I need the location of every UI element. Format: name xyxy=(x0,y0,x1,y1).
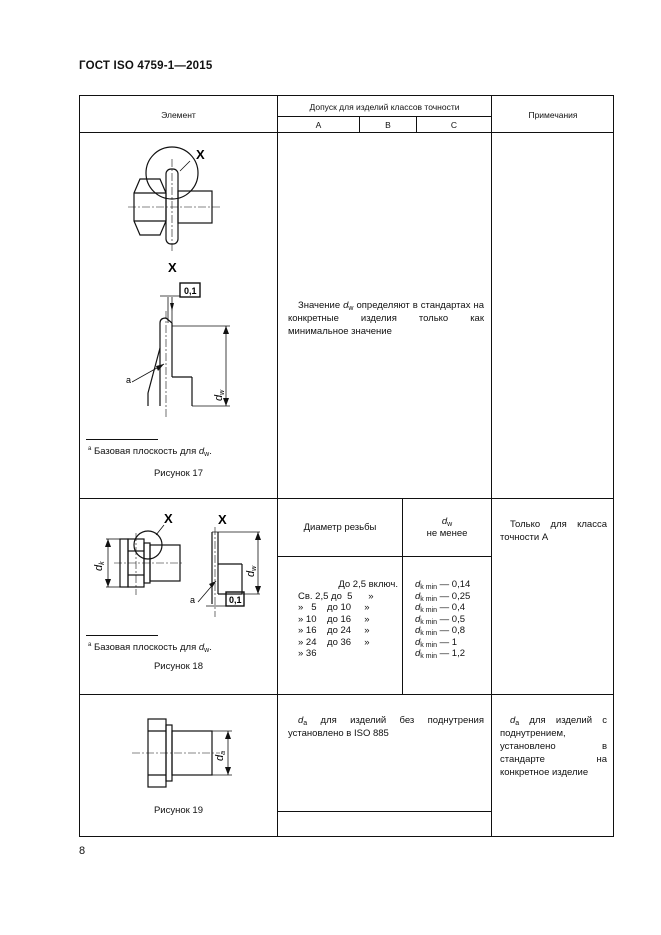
header-tolerance: Допуск для изделий классов точности xyxy=(309,102,460,112)
document-id: ГОСТ ISO 4759-1—2015 xyxy=(79,60,213,72)
tolerance-frame-value: 0,1 xyxy=(184,286,197,296)
figure-17-caption: Рисунок 17 xyxy=(153,468,204,479)
dimension-da: da xyxy=(214,750,227,761)
label-a: a xyxy=(126,375,132,385)
page-number: 8 xyxy=(79,845,86,857)
thread-diameter-item: Св. 2,5 до 5 » xyxy=(298,590,374,602)
footnote-17: $^a$ Базовая плоскость для $d_w$. xyxy=(88,446,212,459)
header-class-a: A xyxy=(315,120,322,130)
detail-heading-x: X xyxy=(168,260,177,275)
header-class-b: B xyxy=(385,120,391,130)
dw-value-list xyxy=(415,579,489,660)
header-notes: Примечания xyxy=(528,110,578,120)
row1-tolerance-text: Значение $d_w$ определяют в стандартах на конкретные изделия только как минимальное значение xyxy=(288,300,484,337)
dw-min-header: $d_w$ не менее xyxy=(426,516,468,539)
detail-label-x: X xyxy=(196,147,205,162)
dw-value-item: $d_{k min}$ — 1 xyxy=(415,636,458,649)
thread-diameter-item: » 5 до 10 » xyxy=(298,602,370,613)
dw-value-item: $d_{k min}$ — 0,14 xyxy=(415,579,471,591)
row3-note: $d_a$ для изделий с поднутрением, установлено в стандарте на конкретное изделие xyxy=(500,715,607,778)
thread-diameter-item: До 2,5 включ. xyxy=(338,579,398,590)
label-a-18: a xyxy=(190,595,196,605)
thread-diameter-list xyxy=(298,579,398,660)
dw-value-item: $d_{k min}$ — 0,5 xyxy=(415,613,466,626)
header-element: Элемент xyxy=(161,110,196,120)
thread-diameter-header: Диаметр резьбы xyxy=(303,522,377,533)
dimension-dk: dk xyxy=(93,561,106,571)
row2-note: Только для класса точности A xyxy=(500,519,607,543)
dw-value-item: $d_{k min}$ — 0,4 xyxy=(415,602,466,614)
tolerance-table xyxy=(79,95,614,837)
dw-value-item: $d_{k min}$ — 1,2 xyxy=(415,648,466,660)
thread-diameter-item: » 24 до 36 » xyxy=(298,636,370,648)
dw-value-item: $d_{k min}$ — 0,25 xyxy=(415,590,471,603)
figure-18-caption: Рисунок 18 xyxy=(153,661,204,672)
header-class-c: C xyxy=(450,120,458,130)
thread-diameter-item: » 16 до 24 » xyxy=(298,625,370,636)
dw-value-item: $d_{k min}$ — 0,8 xyxy=(415,625,466,637)
dimension-dw-18: dw xyxy=(245,565,258,577)
thread-diameter-item: » 36 xyxy=(298,648,317,659)
dimension-dw: dw xyxy=(213,389,226,401)
row3-tolerance-text: $d_a$ для изделий без поднутрения установлено в ISO 885 xyxy=(288,715,484,739)
detail-label-x-18: X xyxy=(164,511,173,526)
thread-diameter-item: » 10 до 16 » xyxy=(298,613,370,625)
figure-19-caption: Рисунок 19 xyxy=(153,805,204,816)
detail-heading-x-18: X xyxy=(218,512,227,527)
tolerance-frame-value-18: 0,1 xyxy=(229,595,242,605)
footnote-18: $^a$ Базовая плоскость для $d_w$. xyxy=(88,642,212,655)
